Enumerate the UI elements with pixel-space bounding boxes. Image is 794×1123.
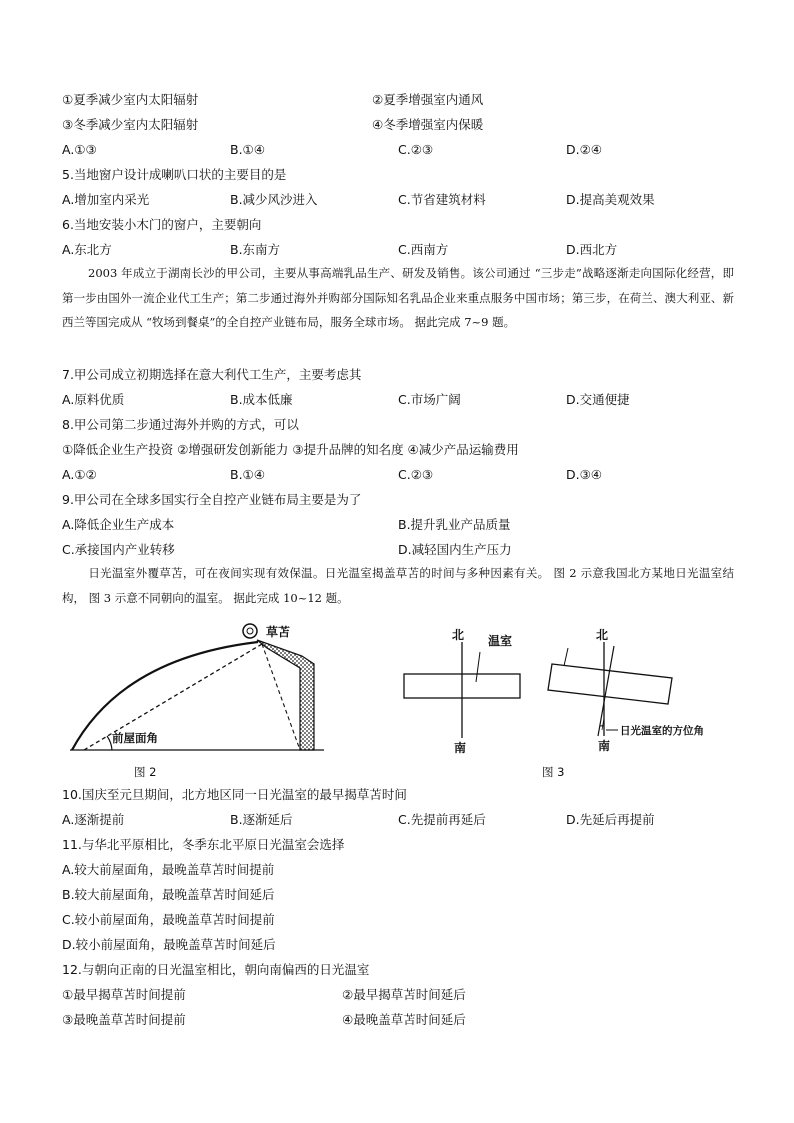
q8-items: ①降低企业生产投资 ②增强研发创新能力 ③提升品牌的知名度 ④减少产品运输费用: [62, 442, 519, 457]
q8-stem: 8.甲公司第二步通过海外并购的方式，可以: [62, 417, 299, 432]
passage-company-text: 2003 年成立于湖南长沙的甲公司，主要从事高端乳品生产、研发及销售。该公司通过 “三步走”战略逐渐走向国际化经营，即第一步由国外一流企业代工生产；第二步通过海外并购部分国际知名乳品企业来重点服务中国市场；第三步，在荷兰、澳大利亚、新西兰等国完成从 “牧场到餐桌”的全自控产业链布局，服务全球市场。 据此完成 7~9 题。: [62, 266, 734, 329]
q12-stem: 12.与朝向正南的日光温室相比，朝向南偏西的日光温室: [62, 962, 370, 977]
q10-choice-b: B.逐渐延后: [230, 812, 293, 827]
north-label-left: 北: [452, 628, 465, 642]
q7-choice-d: D.交通便捷: [566, 392, 630, 407]
q8-choice-b: B.①④: [230, 467, 265, 482]
q12-option-3: ③最晚盖草苫时间提前: [62, 1012, 186, 1027]
q12-option-2: ②最早揭草苫时间延后: [342, 987, 466, 1002]
q8-choice-d: D.③④: [566, 467, 603, 482]
figure-2-diagram: [62, 618, 332, 758]
azimuth-label: 日光温室的方位角: [620, 725, 704, 737]
q6-choice-a: A.东北方: [62, 242, 112, 257]
label-straw-mat: 草苫: [266, 625, 291, 639]
q4-choice-c: C.②③: [398, 142, 434, 157]
q4-option-2: ②夏季增强室内通风: [372, 92, 484, 107]
q4-choice-a: A.①③: [62, 142, 97, 157]
q7-choice-a: A.原料优质: [62, 392, 125, 407]
q5-choice-b: B.减少风沙进入: [230, 192, 318, 207]
q4-choice-b: B.①④: [230, 142, 265, 157]
q11-choice-a: A.较大前屋面角，最晚盖草苫时间提前: [62, 862, 275, 877]
front-roof: [72, 642, 258, 750]
q10-choice-c: C.先提前再延后: [398, 812, 486, 827]
q10-choice-d: D.先延后再提前: [566, 812, 655, 827]
q4-option-3: ③冬季减少室内太阳辐射: [62, 117, 199, 132]
passage-greenhouse: [62, 561, 734, 610]
north-label-right: 北: [596, 628, 609, 642]
q10-choice-a: A.逐渐提前: [62, 812, 125, 827]
q8-choice-a: A.①②: [62, 467, 97, 482]
q11-choice-c: C.较小前屋面角，最晚盖草苫时间提前: [62, 912, 275, 927]
q6-choice-b: B.东南方: [230, 242, 281, 257]
q9-choice-d: D.减轻国内生产压力: [398, 542, 512, 557]
q7-choice-c: C.市场广阔: [398, 392, 461, 407]
q5-stem: 5.当地窗户设计成喇叭口状的主要目的是: [62, 167, 287, 182]
passage-greenhouse-text: 日光温室外覆草苫，可在夜间实现有效保温。日光温室揭盖草苫的时间与多种因素有关。 图 2 示意我国北方某地日光温室结构， 图 3 示意不同朝向的温室。 据此完成 10~12 题。: [62, 566, 734, 605]
q11-choice-b: B.较大前屋面角，最晚盖草苫时间延后: [62, 887, 275, 902]
q4-choice-d: D.②④: [566, 142, 603, 157]
q7-stem: 7.甲公司成立初期选择在意大利代工生产，主要考虑其: [62, 367, 362, 382]
q11-choice-d: D.较小前屋面角，最晚盖草苫时间延后: [62, 937, 276, 952]
greenhouse-label: 温室: [488, 634, 513, 648]
roof-angle-line: [84, 644, 262, 750]
q9-choice-a: A.降低企业生产成本: [62, 517, 175, 532]
q10-stem: 10.国庆至元旦期间，北方地区同一日光温室的最早揭草苫时间: [62, 787, 407, 802]
south-label-right: 南: [598, 739, 611, 753]
greenhouse-normal-line: [598, 646, 614, 736]
q5-choice-a: A.增加室内采光: [62, 192, 150, 207]
q4-option-4: ④冬季增强室内保暖: [372, 117, 484, 132]
q4-option-1: ①夏季减少室内太阳辐射: [62, 92, 199, 107]
figure-3-caption: 图 3: [542, 765, 565, 779]
q12-option-4: ④最晚盖草苫时间延后: [342, 1012, 466, 1027]
q5-choice-c: C.节省建筑材料: [398, 192, 486, 207]
straw-mat-roll: [243, 624, 257, 638]
passage-company: [62, 261, 734, 335]
figure-3-diagram: [392, 626, 728, 754]
q6-stem: 6.当地安装小木门的窗户，主要朝向: [62, 217, 262, 232]
q5-choice-d: D.提高美观效果: [566, 192, 655, 207]
q9-choice-b: B.提升乳业产品质量: [398, 517, 511, 532]
label-roof-angle: 前屋面角: [112, 731, 158, 745]
q11-stem: 11.与华北平原相比，冬季东北平原日光温室会选择: [62, 837, 345, 852]
figure-2-caption: 图 2: [134, 765, 157, 779]
q9-choice-c: C.承接国内产业转移: [62, 542, 175, 557]
back-wall-fill: [257, 640, 314, 750]
south-label-left: 南: [454, 741, 467, 754]
q7-choice-b: B.成本低廉: [230, 392, 293, 407]
q8-choice-c: C.②③: [398, 467, 434, 482]
q6-choice-c: C.西南方: [398, 242, 449, 257]
q12-option-1: ①最早揭草苫时间提前: [62, 987, 186, 1002]
q9-stem: 9.甲公司在全球多国实行全自控产业链布局主要是为了: [62, 492, 362, 507]
q6-choice-d: D.西北方: [566, 242, 618, 257]
